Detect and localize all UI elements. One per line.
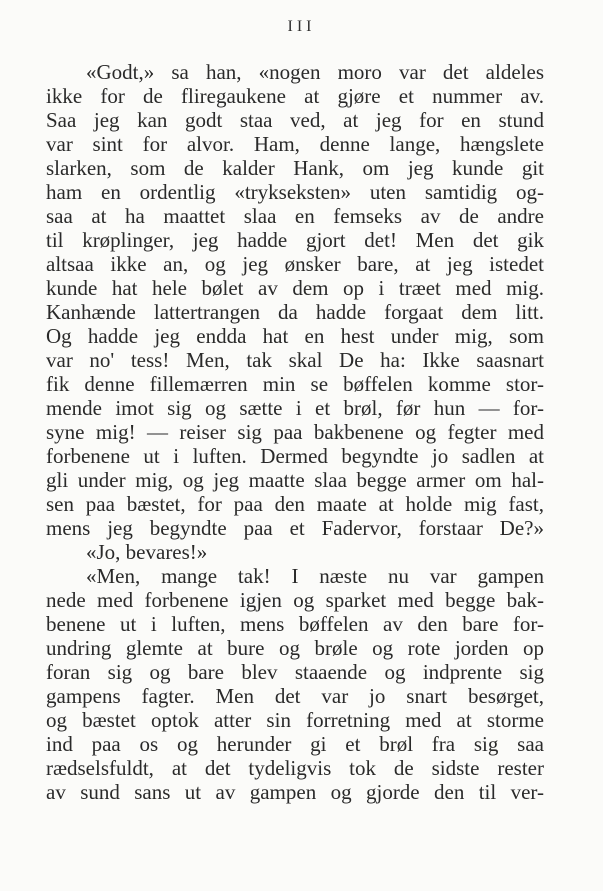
- text-line: saa at ha maattet slaa en femseks av de andre: [46, 204, 544, 228]
- text-line: til krøplinger, jeg hadde gjort det! Men det gik: [46, 228, 544, 252]
- text-line: foran sig og bare blev staaende og indprente sig: [46, 660, 544, 684]
- text-line: av sund sans ut av gampen og gjorde den til ver-: [46, 780, 544, 804]
- text-line: rædselsfuldt, at det tydeligvis tok de sidste rester: [46, 756, 544, 780]
- text-line: var no' tess! Men, tak skal De ha: Ikke saasnart: [46, 348, 544, 372]
- body-text: [46, 60, 544, 804]
- text-line: syne mig! — reiser sig paa bakbenene og fegter med: [46, 420, 544, 444]
- text-line: ikke for de fliregaukene at gjøre et nummer av.: [46, 84, 544, 108]
- text-line: sen paa bæstet, for paa den maate at holde mig fast,: [46, 492, 544, 516]
- text-line: «Men, mange tak! I næste nu var gampen: [86, 564, 544, 588]
- text-line: gli under mig, og jeg maatte slaa begge armer om hal-: [46, 468, 544, 492]
- text-line: gampens fagter. Men det var jo snart besørget,: [46, 684, 544, 708]
- text-line: Saa jeg kan godt staa ved, at jeg for en stund: [46, 108, 544, 132]
- text-line: nede med forbenene igjen og sparket med begge bak-: [46, 588, 544, 612]
- text-line: ind paa os og herunder gi et brøl fra sig saa: [46, 732, 544, 756]
- text-line: og bæstet optok atter sin forretning med at storme: [46, 708, 544, 732]
- text-line: fik denne fillemærren min se bøffelen komme stor-: [46, 372, 544, 396]
- text-line: Kanhænde lattertrangen da hadde forgaat dem litt.: [46, 300, 544, 324]
- text-line: kunde hat hele bølet av dem op i træet med mig.: [46, 276, 544, 300]
- text-line: forbenene ut i luften. Dermed begyndte jo sadlen at: [46, 444, 544, 468]
- text-line: mens jeg begyndte paa et Fadervor, forstaar De?»: [46, 516, 544, 540]
- text-line: «Godt,» sa han, «nogen moro var det aldeles: [86, 60, 544, 84]
- text-line: altsaa ikke an, og jeg ønsker bare, at jeg istedet: [46, 252, 544, 276]
- text-line: «Jo, bevares!»: [86, 540, 208, 564]
- text-line: undring glemte at bure og brøle og rote jorden op: [46, 636, 544, 660]
- text-line: benene ut i luften, mens bøffelen av den bare for-: [46, 612, 544, 636]
- text-line: var sint for alvor. Ham, denne lange, hængslete: [46, 132, 544, 156]
- text-line: slarken, som de kalder Hank, om jeg kunde git: [46, 156, 544, 180]
- text-line: Og hadde jeg endda hat en hest under mig, som: [46, 324, 544, 348]
- text-line: ham en ordentlig «trykseksten» uten samtidig og-: [46, 180, 544, 204]
- page-number: III: [287, 18, 316, 35]
- text-line: mende imot sig og sætte i et brøl, før hun — for-: [46, 396, 544, 420]
